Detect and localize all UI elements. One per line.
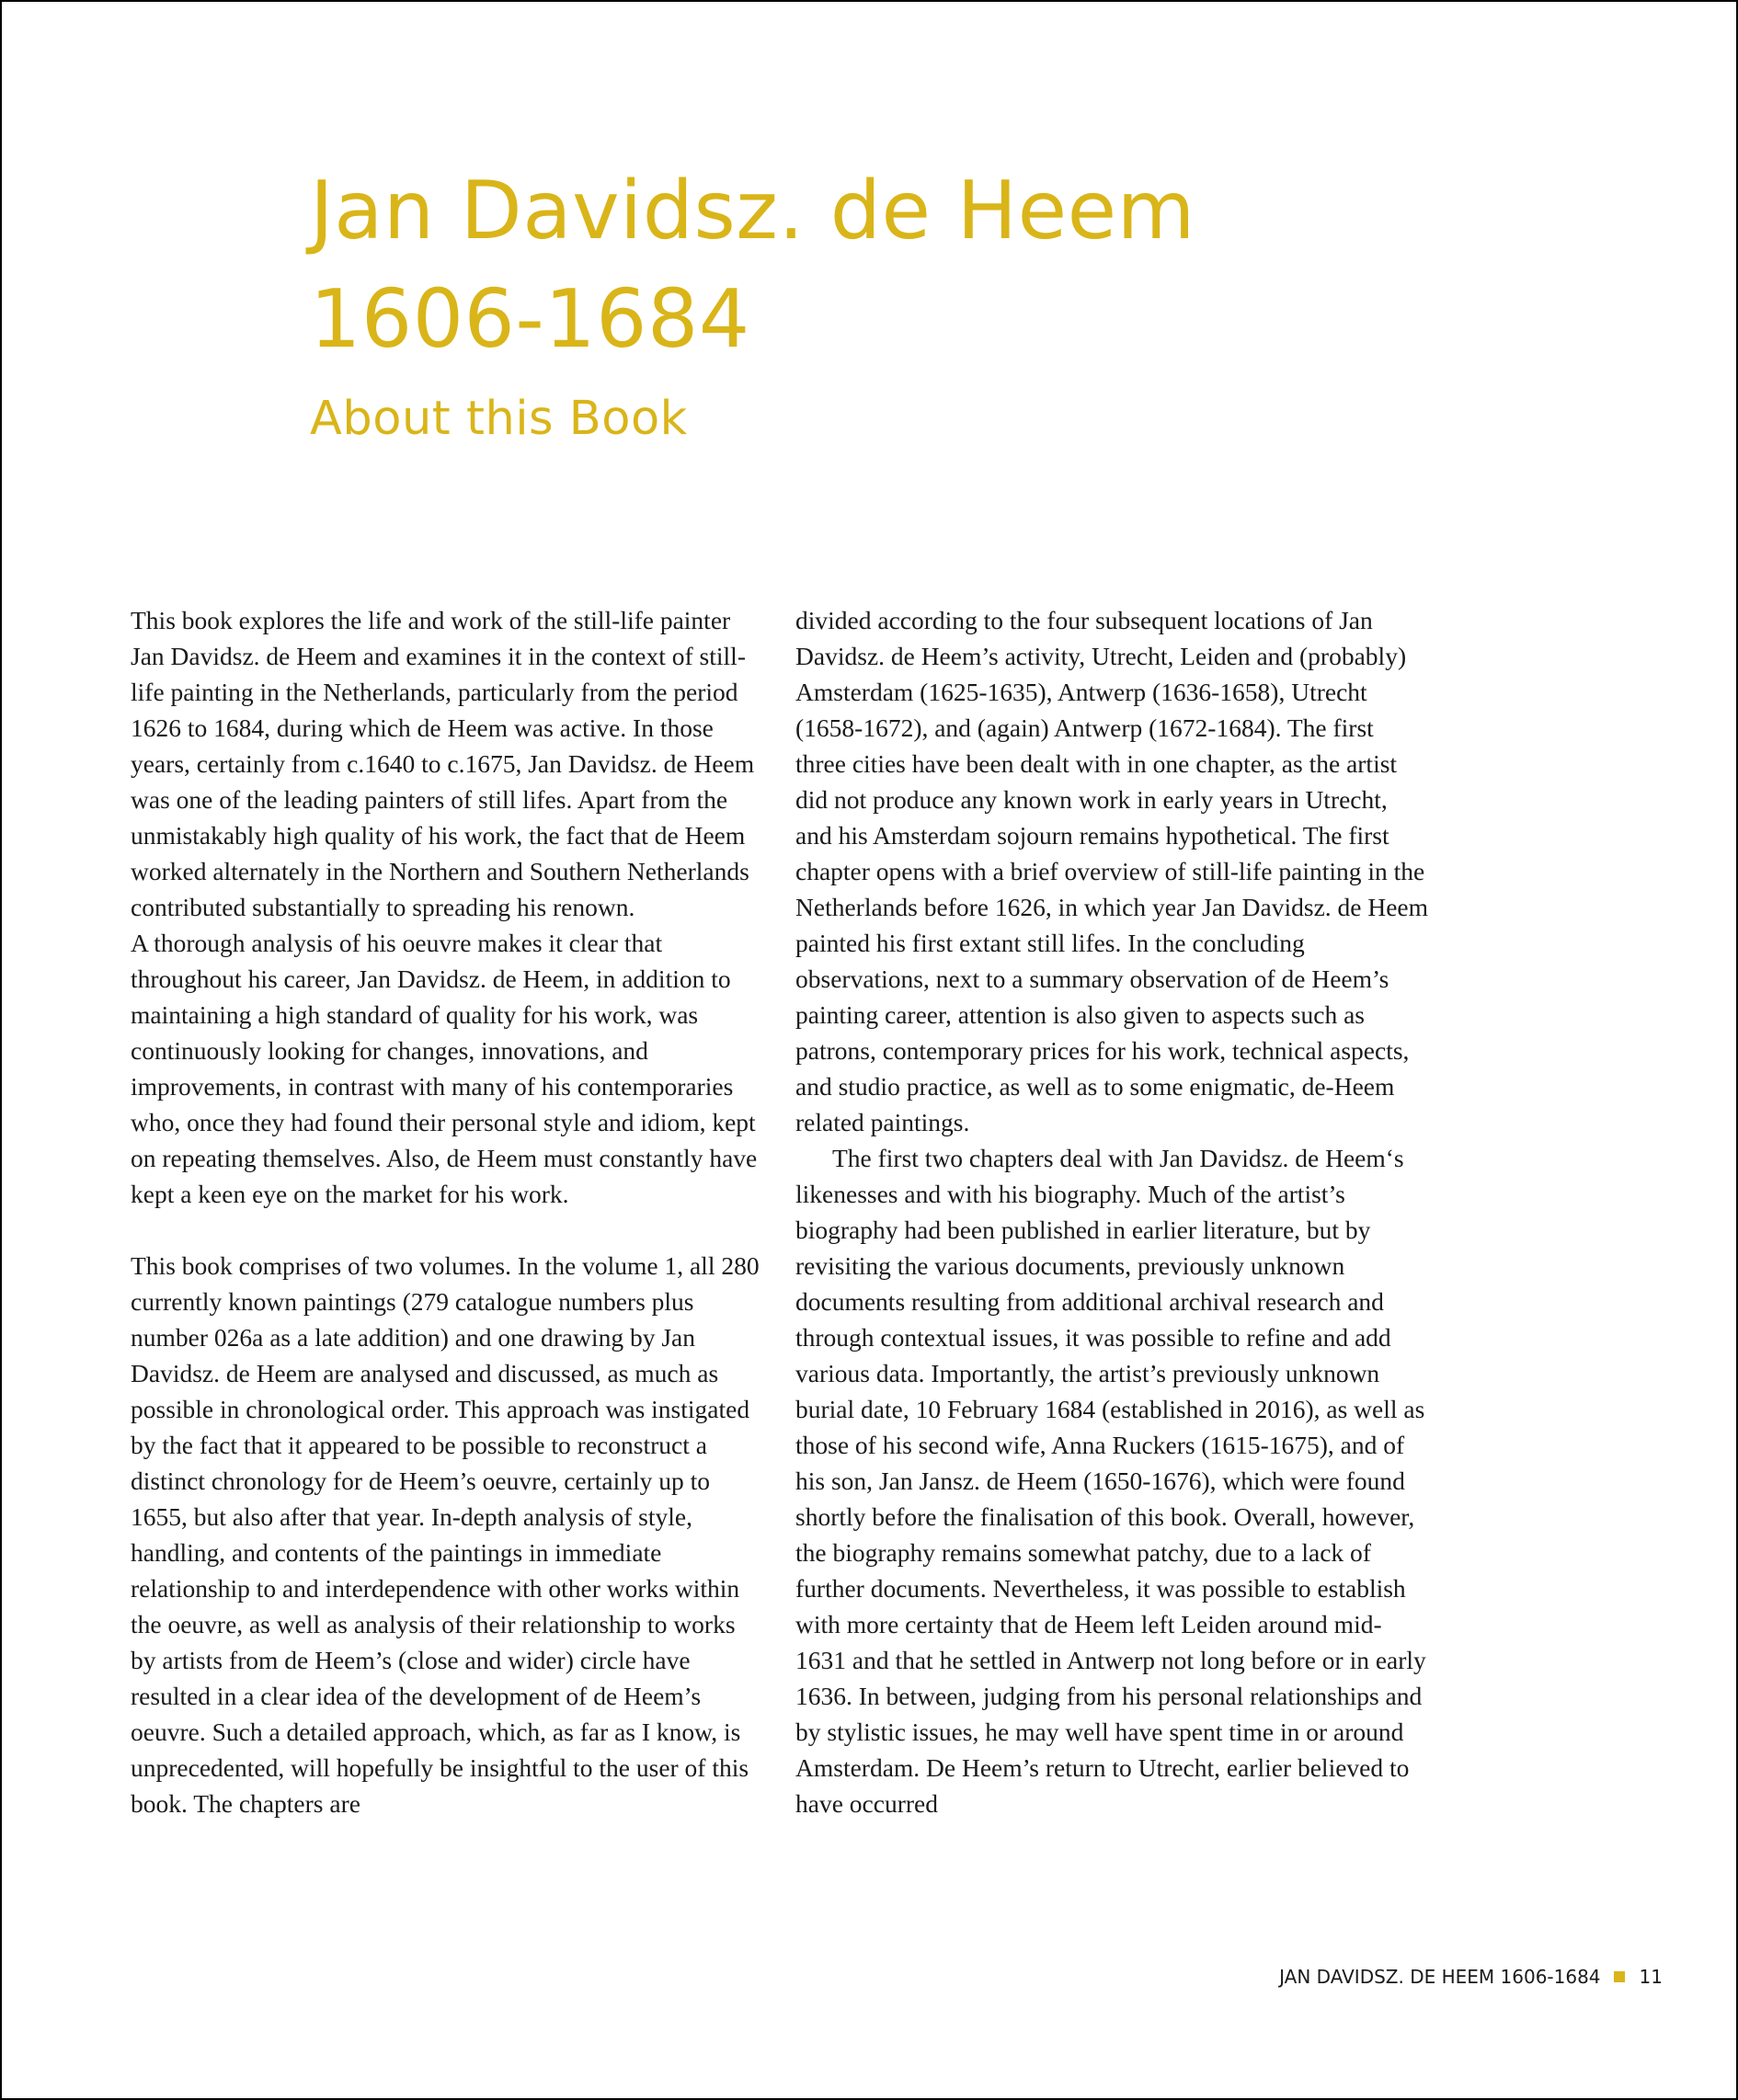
paragraph: This book explores the life and work of the still-life painter Jan Davidsz. de Heem and examines it in the context of still-life painting in the Netherlands, particularly from the period 1626 to 1684, during which de Heem was active. In those years, certainly from c.1640 to c.1675, Jan Davidsz. de Heem was one of the leading painters of still lifes. Apart from the unmistakably high quality of his work, the fact that de Heem worked alternately in the Northern and Southern Netherlands contributed substantially to spreading his renown. <box>131 606 755 921</box>
paragraph: The first two chapters deal with Jan Davidsz. de Heem‘s likenesses and with his biography. Much of the artist’s biography had been published in earlier literature, but by revisiting the various documents, previously unknown documents resulting from additional archival research and through contextual issues, it was possible to refine and add various data. Importantly, the artist’s previously unknown burial date, 10 February 1684 (established in 2016), as well as those of his second wife, Anna Ruckers (1615-1675), and of his son, Jan Jansz. de Heem (1650-1676), which were found shortly before the finalisation of this book. Overall, however, the biography remains somewhat patchy, due to a lack of further documents. Nevertheless, it was possible to establish with more certainty that de Heem left Leiden around mid-1631 and that he settled in Antwerp not long before or in early 1636. In between, judging from his personal relationships and by stylistic issues, he may well have spent time in or around Amsterdam. De Heem’s return to Utrecht, earlier believed to have occurred <box>795 1144 1426 1818</box>
paragraph: divided according to the four subsequent locations of Jan Davidsz. de Heem’s activity, Utrecht, Leiden and (probably) Amsterdam (1625-1635), Antwerp (1636-1658), Utrecht (1658-1672), and (again) Antwerp (1672-1684). The first three cities have been dealt with in one chapter, as the artist did not produce any known work in early years in Utrecht, and his Amsterdam sojourn remains hypothetical. The first chapter opens with a brief overview of still-life painting in the Netherlands before 1626, in which year Jan Davidsz. de Heem painted his first extant still lifes. In the concluding observations, next to a summary observation of de Heem’s painting career, attention is also given to aspects such as patrons, contemporary prices for his work, technical aspects, and studio practice, as well as to some enigmatic, de-Heem related paintings. <box>795 606 1429 1136</box>
section-subtitle: About this Book <box>310 392 688 446</box>
title-block <box>310 156 1505 447</box>
right-text-column <box>795 602 1430 1821</box>
page-footer <box>1279 1966 1663 1988</box>
title-dates: 1606-1684 <box>310 272 750 366</box>
paragraph: This book comprises of two volumes. In the volume 1, all 280 currently known paintings (279 catalogue numbers plus number 026a as a late addition) and one drawing by Jan Davidsz. de Heem are analysed and discussed, as much as possible in chronological order. This approach was instigated by the fact that it appeared to be possible to reconstruct a distinct chronology for de Heem’s oeuvre, certainly up to 1655, but also after that year. In-depth analysis of style, handling, and contents of the paintings in immediate relationship to and interdependence with other works within the oeuvre, as well as analysis of their relationship to works by artists from de Heem’s (close and wider) circle have resulted in a clear idea of the development of de Heem’s oeuvre. Such a detailed approach, which, as far as I know, is unprecedented, will hopefully be insightful to the user of this book. The chapters are <box>131 1251 760 1818</box>
left-text-column <box>131 602 765 1821</box>
page-number: 11 <box>1639 1966 1663 1988</box>
paragraph: A thorough analysis of his oeuvre makes it clear that throughout his career, Jan Davidsz. de Heem, in addition to maintaining a high standard of quality for his work, was continuously looking for changes, innovations, and improvements, in contrast with many of his contemporaries who, once they had found their personal style and idiom, kept on repeating themselves. Also, de Heem must constantly have kept a keen eye on the market for his work. <box>131 929 758 1208</box>
running-title: JAN DAVIDSZ. DE HEEM 1606-1684 <box>1279 1966 1601 1988</box>
accent-square-icon <box>1614 1971 1625 1982</box>
title-name: Jan Davidsz. de Heem <box>310 164 1195 257</box>
